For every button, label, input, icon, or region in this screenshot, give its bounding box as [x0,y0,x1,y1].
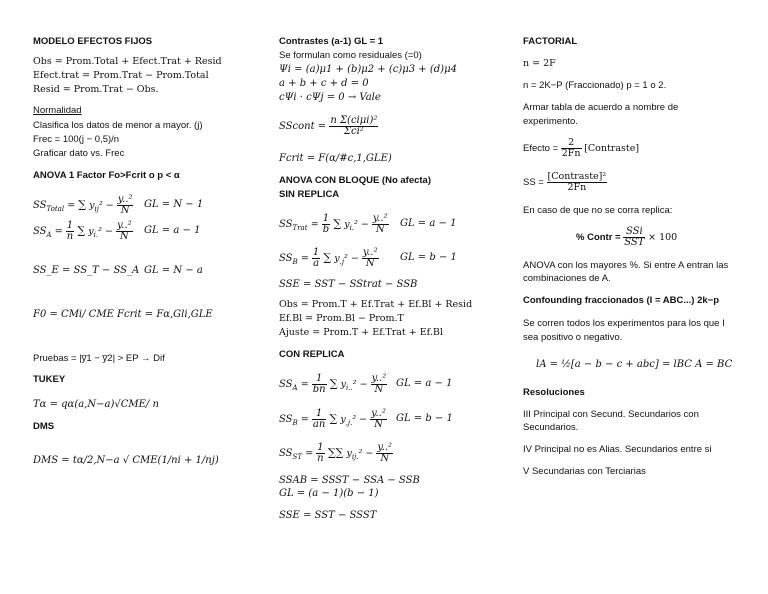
ssb-replica-gl: GL = b − 1 [396,413,453,424]
eq-resid: Resid = Prom.Trat − Obs. [33,84,159,95]
eq-sscont: SScont = $\frac{\text{n Σ(ciμi)²}}{\text{Σci²}}$ [279,115,378,137]
eq-obs-bloque: Obs = Prom.T + Ef.Trat + Ef.Bl + Resid [279,299,473,310]
eq-pruebas: Pruebas = |y̅1 − y̅2| > EP → Dif [33,353,165,364]
text-se-corren: Se corren todos los experimentos para los que I [523,318,725,329]
heading-resoluciones: Resoluciones [523,387,585,398]
eq-ss-factorial: SS = $\frac{\text{[Contraste]²}}{2Fn}$ [523,170,607,193]
ss-total-lhs: SS [33,200,47,211]
eq-n-fraccionado: n = 2K−P (Fraccionado) p = 1 o 2. [523,80,667,91]
eq-sse-bloque: SSE = SST − SStrat − SSB [279,279,418,290]
text-combinaciones: combinaciones de A. [523,273,611,284]
eq-efecto: Efecto = $\frac{2}{2Fn}$ [Contraste] [523,136,640,159]
text-armar-tabla: Armar tabla de acuerdo a nombre de [523,102,679,113]
eq-frec: Frec = 100(j − 0,5)/n [33,134,120,145]
ss-total-sub: Total [46,205,65,213]
title-factorial: FACTORIAL [523,36,578,47]
ssb-gl: GL = b − 1 [400,252,457,263]
eq-gl-ab: GL = (a − 1)(b − 1) [279,488,379,499]
heading-tukey: TUKEY [33,374,66,385]
eq-ef-bl: Ef.Bl = Prom.Bl − Prom.T [279,313,404,324]
sstrat-gl: GL = a − 1 [400,218,457,229]
heading-sin-replica: SIN REPLICA [279,189,340,200]
eq-obs: Obs = Prom.Total + Efect.Trat + Resid [33,56,222,67]
eq-tukey: Tα = qα(a,N−a)√CME/ n [33,399,159,410]
title-anova-1-factor: ANOVA 1 Factor Fo>Fcrit o p < α [33,170,180,181]
text-graficar: Graficar dato vs. Frec [33,148,125,159]
heading-normalidad: Normalidad [33,105,82,116]
eq-porcentaje-contr: % Contr = $\frac{\text{SSi}}{\text{SST}}$ × 100 [576,225,678,248]
eq-ajuste: Ajuste = Prom.T + Ef.Trat + Ef.Bl [279,327,443,338]
text-clasifica: Clasifica los datos de menor a mayor. (j) [33,120,203,131]
text-resolucion-iii-cont: Secundarios. [523,422,579,433]
eq-c-product: cΨi · cΨj = 0 → Vale [279,92,381,103]
eq-ss-total: $SS_{Total}$ = ∑ $y_{ij}^2$ − $\frac{\text{y..²}}{N}$ [33,194,133,216]
eq-ssa-replica: $SS_A$ = $\frac{1}{bn}$ ∑ $y_{i..}^2$ − $\frac{\text{y..²}}{N}$ [279,373,387,395]
eq-ssab: SSAB = SSST − SSA − SSB [279,475,420,486]
ssa-gl: GL = a − 1 [144,225,201,236]
text-anova-mayores: ANOVA con los mayores %. Si entre A entran las [523,260,729,271]
title-modelo-efectos-fijos: MODELO EFECTOS FIJOS [33,36,153,47]
eq-ssb: $SS_B$ = $\frac{1}{a}$ ∑ $y_{.j}^2$ − $\frac{\text{y..²}}{N}$ [279,247,378,269]
sse-gl: GL = N − a [144,265,203,276]
eq-sse-replica: SSE = SST − SSST [279,510,377,521]
ssa-replica-gl: GL = a − 1 [396,378,453,389]
title-anova-bloque: ANOVA CON BLOQUE (No afecta) [279,175,432,186]
text-experimento: experimento. [523,116,578,127]
text-sea-positivo: sea positivo o negativo. [523,332,623,343]
eq-la: lA = ½[a − b − c + abc] = lBC A = BC [536,359,733,370]
eq-psi: Ψi = (a)μ1 + (b)μ2 + (c)μ3 + (d)μ4 [279,64,457,75]
eq-ssb-replica: $SS_B$ = $\frac{1}{an}$ ∑ $y_{.j.}^2$ − $\frac{\text{y..²}}{N}$ [279,408,386,430]
text-resolucion-iv: IV Principal no es Alias. Secundarios entre si [523,444,712,455]
eq-n-2f: n = 2F [523,58,556,69]
eq-dms: DMS = tα/2,N−a √ CME(1/ni + 1/nj) [33,455,219,466]
heading-con-replica: CON REPLICA [279,349,345,360]
heading-confounding: Confounding fraccionados (I = ABC...) 2k−p [523,295,719,306]
eq-fcrit: Fcrit = F(α/#c,1,GLE) [279,153,392,164]
title-contrastes: Contrastes (a-1) GL = 1 [279,36,384,47]
ss-total-gl: GL = N − 1 [144,199,204,210]
eq-sum-coef: a + b + c + d = 0 [279,78,369,89]
eq-ssa: $SS_A$ = $\frac{1}{n}$ ∑ $y_{i.}^2$ − $\frac{\text{y..²}}{N}$ [33,220,132,242]
eq-efect-trat: Efect.trat = Prom.Trat − Prom.Total [33,70,209,81]
text-residuales: Se formulan como residuales (=0) [279,50,422,61]
text-resolucion-iii: III Principal con Secund. Secundarios con [523,409,699,420]
eq-sse: SS_E = SS_T − SS_A [33,265,140,276]
text-no-replica: En caso de que no se corra replica: [523,205,673,216]
text-resolucion-v: V Secundarias con Terciarias [523,466,646,477]
eq-f0-fcrit: F0 = CMi/ CME Fcrit = Fα,Gli,GLE [33,309,213,320]
eq-sstrat: $SS_{Trat}$ = $\frac{1}{b}$ ∑ $y_{i.}^2$ − $\frac{\text{y..²}}{N}$ [279,213,388,235]
heading-dms: DMS [33,421,55,432]
eq-ssst: $SS_{ST}$ = $\frac{1}{n}$ ∑∑ $y_{ij.}^2$ − $\frac{\text{y..²}}{N}$ [279,442,393,464]
